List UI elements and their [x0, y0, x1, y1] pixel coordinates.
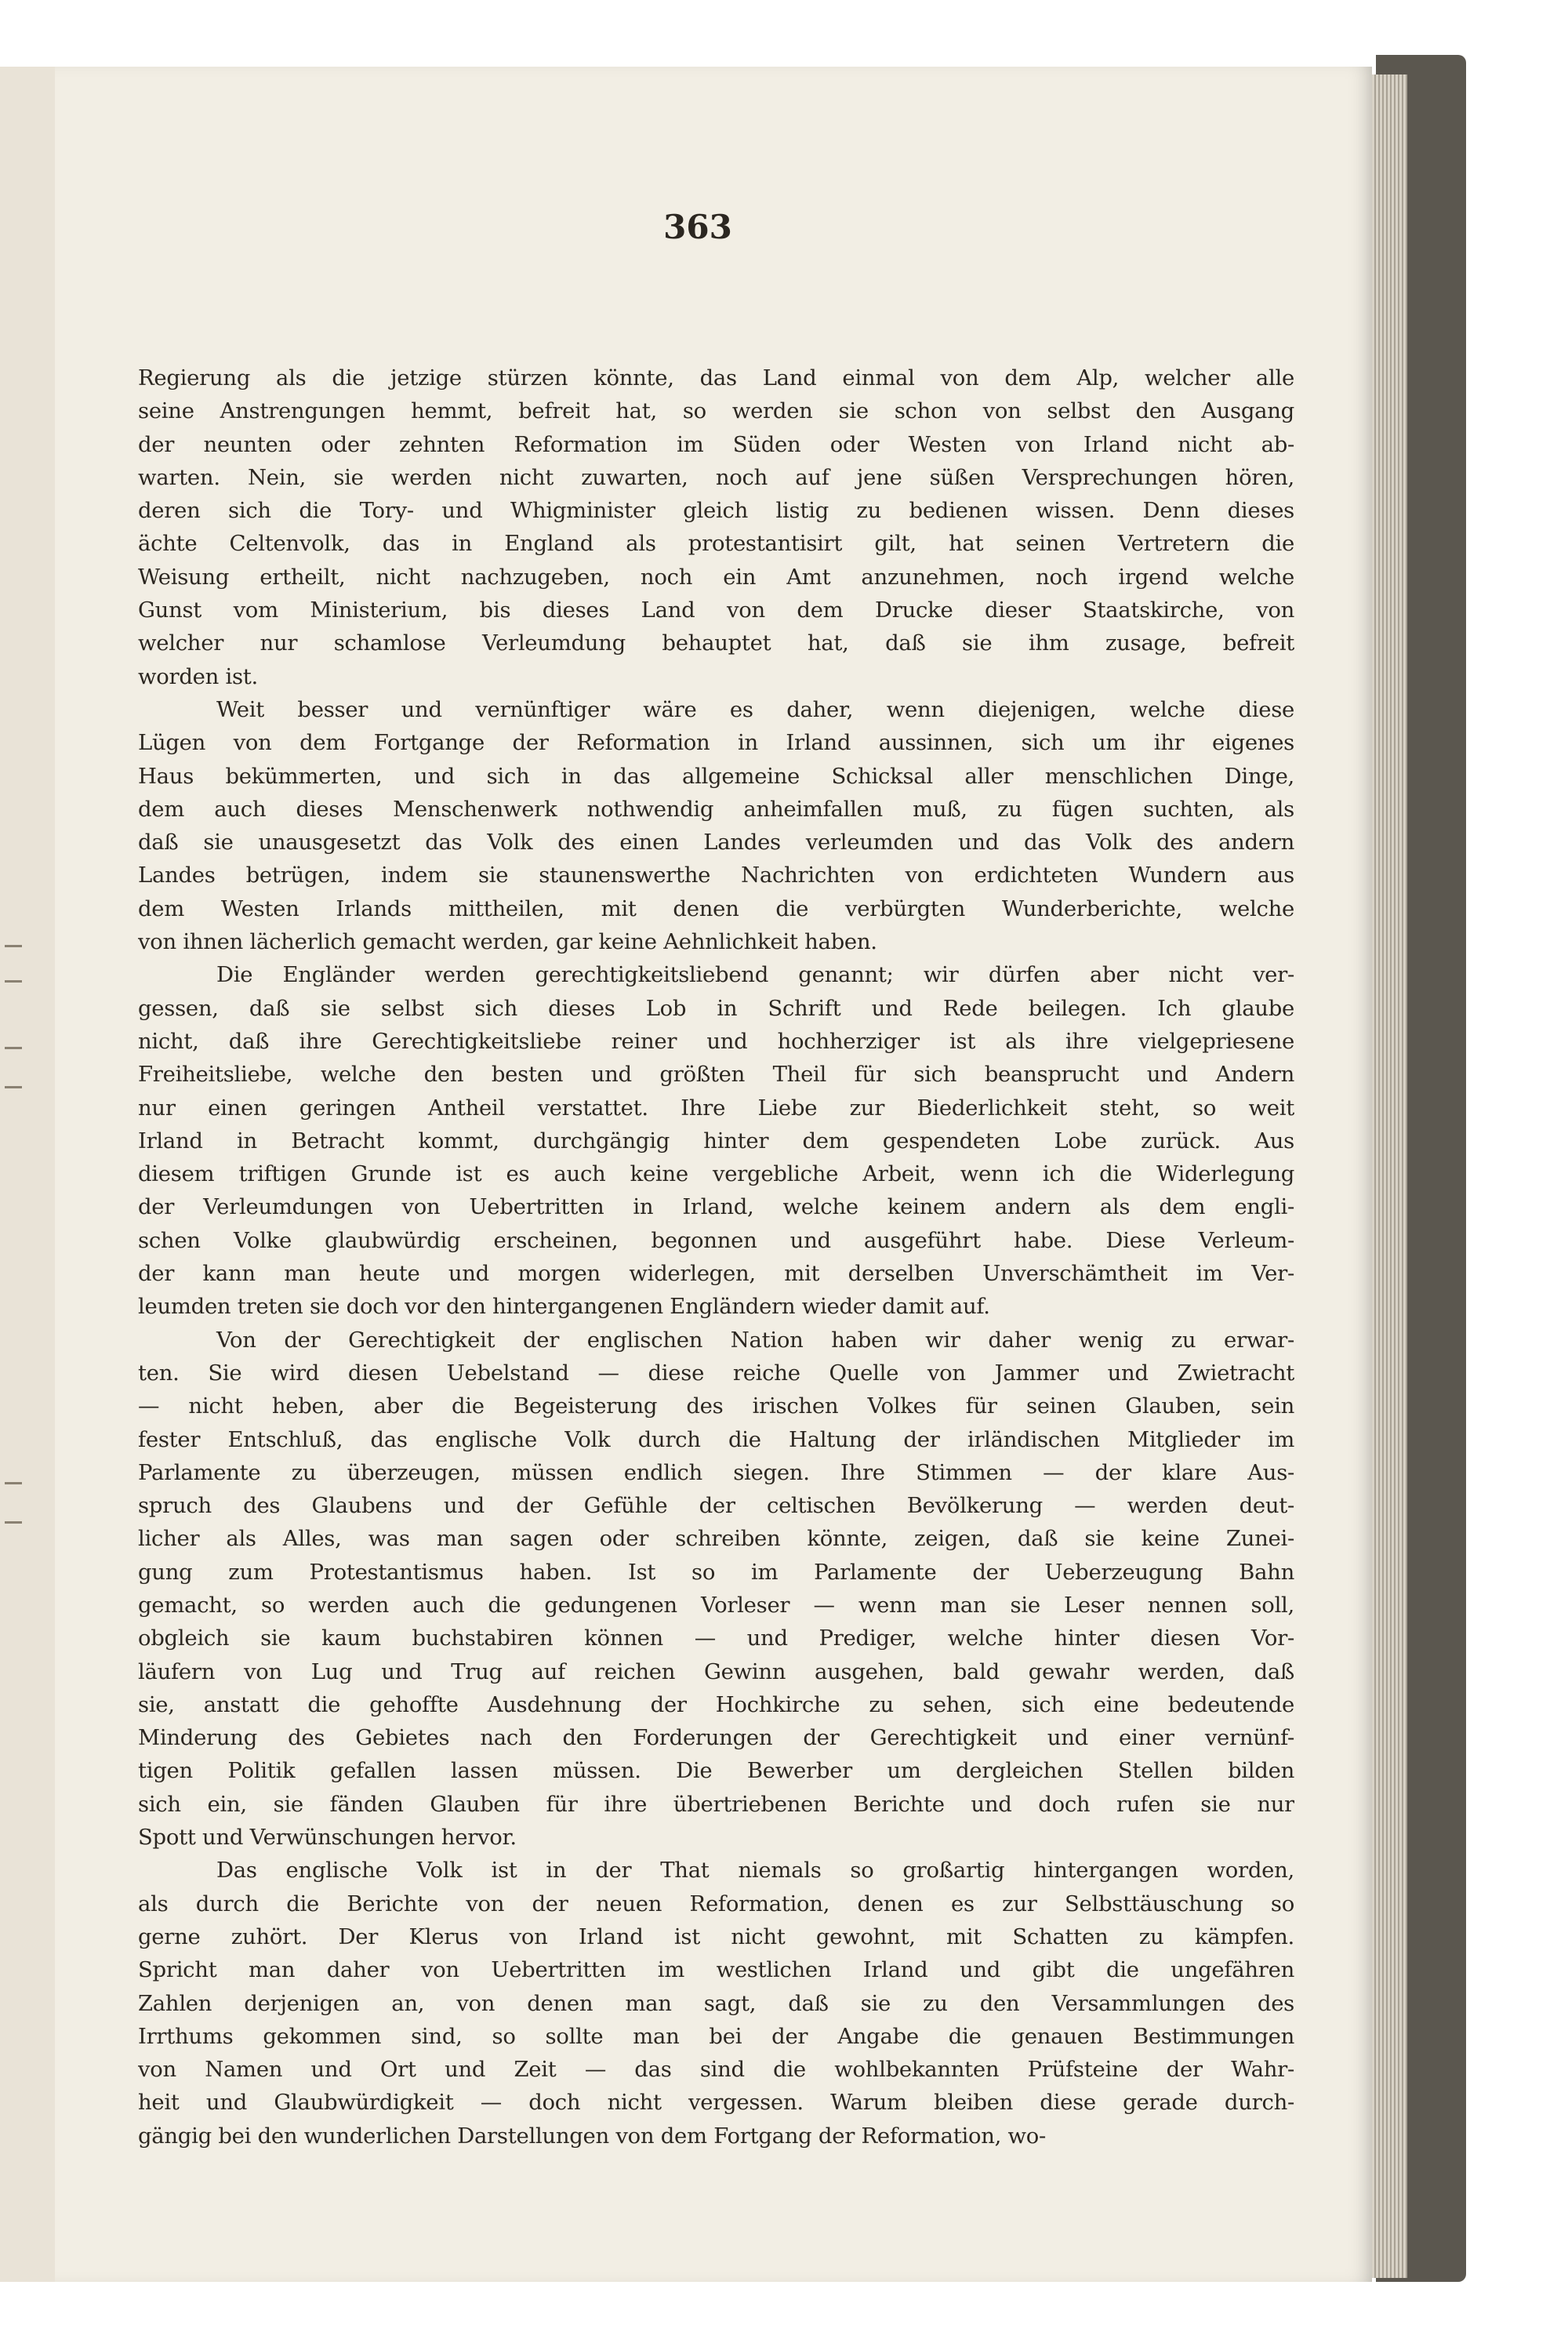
text-line: der neunten oder zehnten Reformation im Süden oder Westen von Irland nicht ab-	[138, 431, 1294, 457]
text-line: spruch des Glaubens und der Gefühle der celtischen Bevölkerung — werden deut-	[138, 1493, 1294, 1519]
text-line: tigen Politik gefallen lassen müssen. Die Bewerber um dergleichen Stellen bilden	[138, 1758, 1294, 1784]
text-line: seine Anstrengungen hemmt, befreit hat, so werden sie schon von selbst den Ausgang	[138, 398, 1294, 424]
book-page	[55, 67, 1372, 2282]
text-line: Das englische Volk ist in der That niemals so großartig hintergangen worden,	[216, 1858, 1294, 1884]
text-line: licher als Alles, was man sagen oder schreiben könnte, zeigen, daß sie keine Zunei-	[138, 1526, 1294, 1552]
text-line: als durch die Berichte von der neuen Reformation, denen es zur Selbsttäuschung so	[138, 1891, 1294, 1916]
text-line: von ihnen lächerlich gemacht werden, gar keine Aehnlichkeit haben.	[138, 929, 877, 955]
text-line: Minderung des Gebietes nach den Forderungen der Gerechtigkeit und einer vernünf-	[138, 1725, 1294, 1751]
text-line: Irrthums gekommen sind, so sollte man bei der Angabe die genauen Bestimmungen	[138, 2023, 1294, 2049]
text-line: Die Engländer werden gerechtigkeitsliebend genannt; wir dürfen aber nicht ver-	[216, 962, 1294, 988]
text-line: diesem triftigen Grunde ist es auch keine vergebliche Arbeit, wenn ich die Widerlegung	[138, 1161, 1294, 1187]
text-line: dem Westen Irlands mittheilen, mit denen die verbürgten Wunderberichte, welche	[138, 895, 1294, 921]
text-line: gerne zuhört. Der Klerus von Irland ist nicht gewohnt, mit Schatten zu kämpfen.	[138, 1924, 1294, 1949]
page-edges	[1368, 74, 1407, 2278]
text-line: gängig bei den wunderlichen Darstellungen von dem Fortgang der Reformation, wo-	[138, 2123, 1046, 2149]
text-line: Spricht man daher von Uebertritten im westlichen Irland und gibt die ungefähren	[138, 1957, 1294, 1983]
text-line: ten. Sie wird diesen Uebelstand — diese reiche Quelle von Jammer und Zwietracht	[138, 1360, 1294, 1386]
text-line: nicht, daß ihre Gerechtigkeitsliebe reiner und hochherziger ist als ihre vielgepriesene	[138, 1028, 1294, 1054]
text-line: Weit besser und vernünftiger wäre es daher, wenn diejenigen, welche diese	[216, 696, 1294, 722]
text-line: Spott und Verwünschungen hervor.	[138, 1825, 517, 1851]
text-line: Haus bekümmerten, und sich in das allgemeine Schicksal aller menschlichen Dinge,	[138, 763, 1294, 789]
text-line: Weisung ertheilt, nicht nachzugeben, noch ein Amt anzunehmen, noch irgend welche	[138, 564, 1294, 590]
text-line: worden ist.	[138, 663, 258, 689]
text-line: daß sie unausgesetzt das Volk des einen Landes verleumden und das Volk des andern	[138, 830, 1294, 856]
text-line: warten. Nein, sie werden nicht zuwarten, noch auf jene süßen Versprechungen hören,	[138, 464, 1294, 490]
text-line: sie, anstatt die gehoffte Ausdehnung der Hochkirche zu sehen, sich eine bedeutende	[138, 1691, 1294, 1717]
text-line: Regierung als die jetzige stürzen könnte, das Land einmal von dem Alp, welcher alle	[138, 365, 1294, 391]
text-line: von Namen und Ort und Zeit — das sind die wohlbekannten Prüfsteine der Wahr-	[138, 2057, 1294, 2083]
text-line: Lügen von dem Fortgange der Reformation in Irland aussinnen, sich um ihr eigenes	[138, 730, 1294, 756]
text-line: Freiheitsliebe, welche den besten und größten Theil für sich beansprucht und Andern	[138, 1062, 1294, 1088]
text-line: der kann man heute und morgen widerlegen, mit derselben Unverschämtheit im Ver-	[138, 1261, 1294, 1287]
text-line: Parlamente zu überzeugen, müssen endlich siegen. Ihre Stimmen — der klare Aus-	[138, 1459, 1294, 1485]
text-line: heit und Glaubwürdigkeit — doch nicht vergessen. Warum bleiben diese gerade durch-	[138, 2090, 1294, 2116]
text-line: Landes betrügen, indem sie staunenswerthe Nachrichten von erdichteten Wundern aus	[138, 863, 1294, 888]
text-line: sich ein, sie fänden Glauben für ihre übertriebenen Berichte und doch rufen sie nur	[138, 1791, 1294, 1817]
paragraph	[138, 693, 1294, 958]
page-number: 363	[663, 208, 732, 246]
body-text	[138, 361, 1294, 2152]
text-line: dem auch dieses Menschenwerk nothwendig anheimfallen muß, zu fügen suchten, als	[138, 796, 1294, 822]
text-line: Gunst vom Ministerium, bis dieses Land von dem Drucke dieser Staatskirche, von	[138, 598, 1294, 623]
text-line: Von der Gerechtigkeit der englischen Nation haben wir daher wenig zu erwar-	[216, 1327, 1294, 1353]
text-line: der Verleumdungen von Uebertritten in Irland, welche keinem andern als dem engli-	[138, 1194, 1294, 1220]
paragraph	[138, 958, 1294, 1323]
text-line: Zahlen derjenigen an, von denen man sagt, daß sie zu den Versammlungen des	[138, 1990, 1294, 2016]
paragraph	[138, 361, 1294, 693]
text-line: — nicht heben, aber die Begeisterung des irischen Volkes für seinen Glauben, sein	[138, 1393, 1294, 1419]
paragraph	[138, 1854, 1294, 2152]
text-line: Irland in Betracht kommt, durchgängig hinter dem gespendeten Lobe zurück. Aus	[138, 1128, 1294, 1153]
text-line: gessen, daß sie selbst sich dieses Lob in Schrift und Rede beilegen. Ich glaube	[138, 995, 1294, 1021]
text-line: läufern von Lug und Trug auf reichen Gewinn ausgehen, bald gewahr werden, daß	[138, 1658, 1294, 1684]
text-line: welcher nur schamlose Verleumdung behauptet hat, daß sie ihm zusage, befreit	[138, 630, 1294, 656]
text-line: gemacht, so werden auch die gedungenen Vorleser — wenn man sie Leser nennen soll,	[138, 1592, 1294, 1618]
text-line: nur einen geringen Antheil verstattet. Ihre Liebe zur Biederlichkeit steht, so weit	[138, 1095, 1294, 1121]
text-line: obgleich sie kaum buchstabiren können — und Prediger, welche hinter diesen Vor-	[138, 1626, 1294, 1651]
paragraph	[138, 1324, 1294, 1855]
text-line: gung zum Protestantismus haben. Ist so im Parlamente der Ueberzeugung Bahn	[138, 1559, 1294, 1585]
facing-page-edge	[0, 67, 56, 2282]
text-line: leumden treten sie doch vor den hintergangenen Engländern wieder damit auf.	[138, 1294, 990, 1320]
text-line: fester Entschluß, das englische Volk durch die Haltung der irländischen Mitglieder im	[138, 1426, 1294, 1452]
text-line: ächte Celtenvolk, das in England als protestantisirt gilt, hat seinen Vertretern die	[138, 531, 1294, 557]
text-line: deren sich die Tory- und Whigminister gleich listig zu bedienen wissen. Denn dieses	[138, 498, 1294, 524]
text-line: schen Volke glaubwürdig erscheinen, begonnen und ausgeführt habe. Diese Verleum-	[138, 1227, 1294, 1253]
